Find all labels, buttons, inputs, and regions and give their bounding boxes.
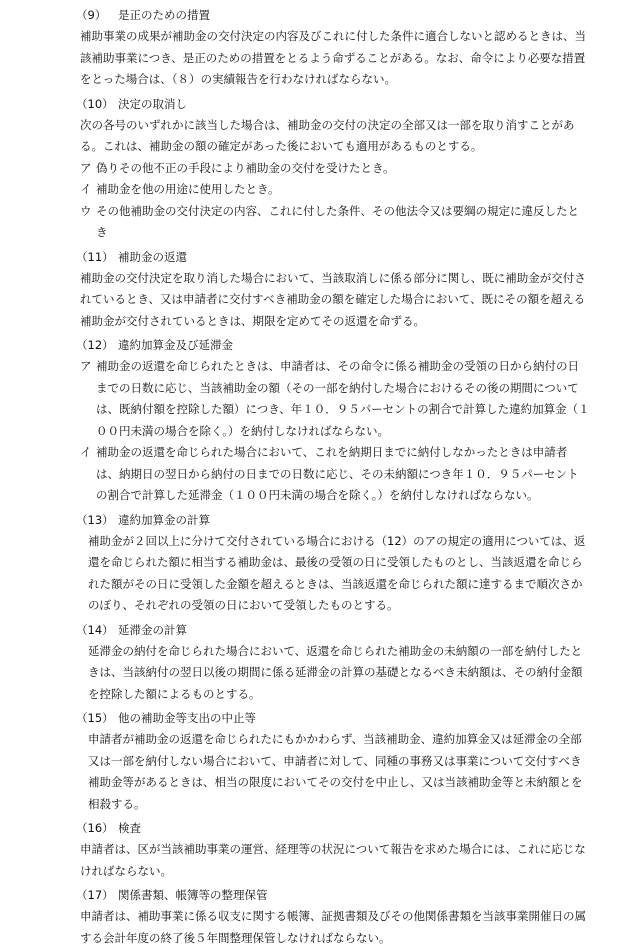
section-number: （14）	[76, 622, 114, 637]
list-marker: ウ	[80, 203, 92, 218]
section-number: （12）	[76, 338, 114, 352]
list-marker: ア	[80, 160, 92, 175]
section-number: （16）	[76, 821, 114, 835]
section-paragraph: 申請者は、区が当該補助事業の運営、経理等の状況について報告を求めた場合には、これに応じなければならない。	[80, 842, 586, 878]
section-title: 検査	[118, 821, 141, 835]
section	[0, 620, 630, 706]
section-heading	[0, 247, 630, 268]
section-heading	[0, 620, 630, 641]
section	[0, 818, 630, 882]
section-paragraph: 申請者は、補助事業に係る収支に関する帳簿、証拠書類及びその他関係書類を当該事業開催日の属する会計年度の終了後５年間整理保管しなければならない。	[80, 909, 586, 945]
list-item	[0, 442, 630, 507]
section	[0, 5, 630, 91]
list-item-text: 補助金を他の用途に使用したとき。	[96, 182, 280, 196]
section-number: （17）	[76, 888, 114, 902]
section-paragraph: 申請者が補助金の返還を命じられたにもかかわらず、当該補助金、違約加算金又は延滞金の全部又は一部を納付しない場合において、申請者に対して、同種の事務又は事業について交付すべき補助金等があるときは、相当の限度においてその交付を中止し、又は当該補助金等と未納額とを相殺する。	[88, 732, 583, 811]
section-paragraph: 補助事業の成果が補助金の交付決定の内容及びこれに付した条件に適合しないと認めるときは、当該補助事業につき、是正のための措置をとるよう命ずることがある。なお、命令により必要な措置をとった場合は、（８）の実績報告を行わなければならない。	[80, 29, 586, 86]
list-item	[0, 356, 630, 442]
section-title: 是正のための措置	[118, 8, 210, 22]
section	[0, 885, 630, 949]
section	[0, 247, 630, 333]
section-title: 違約加算金の計算	[118, 512, 210, 527]
section-paragraph: 次の各号のいずれかに該当した場合は、補助金の交付の決定の全部又は一部を取り消すことがある。これは、補助金の額の確定があった後においても適用があるものとする。	[80, 117, 575, 153]
section-number: （10）	[76, 96, 114, 111]
section-title: 補助金の返還	[118, 249, 187, 264]
section-title: 延滞金の計算	[118, 622, 187, 637]
list-item	[0, 158, 630, 180]
section-number: （11）	[76, 249, 114, 264]
section-title: 違約加算金及び延滞金	[118, 338, 233, 352]
list-marker: イ	[80, 445, 92, 459]
list-item-text: その他補助金の交付決定の内容、これに付した条件、その他法令又は要綱の規定に違反したとき	[96, 203, 579, 239]
section-paragraph: 補助金の交付決定を取り消した場合において、当該取消しに係る部分に関し、既に補助金が交付されているとき、又は申請者に交付すべき補助金の額を確定した場合において、既にその額を超える補助金が交付されているときは、期限を定めてその返還を命ずる。	[80, 270, 586, 328]
section-number: （15）	[76, 711, 114, 725]
section	[0, 94, 630, 244]
list-item	[0, 179, 630, 201]
list-item	[0, 201, 630, 244]
section	[0, 335, 630, 507]
list-item-text: 補助金の返還を命じられた場合において、これを納期日までに納付しなかったときは申請者は、納期日の翌日から納付の日までの日数に応じ、その未納額につき年１０．９５パーセントの割合で計算した延滞金（１００円未満の場合を除く。）を納付しなければならない。	[96, 445, 579, 502]
list-item-text: 偽りその他不正の手段により補助金の交付を受けたとき。	[96, 160, 395, 175]
section-heading	[0, 708, 630, 729]
section-title: 決定の取消し	[118, 96, 187, 111]
section-number: （13）	[76, 512, 114, 527]
section-heading	[0, 94, 630, 115]
section-title: 関係書類、帳簿等の整理保管	[118, 888, 268, 902]
section-paragraph: 延滞金の納付を命じられた場合において、返還を命じられた補助金の未納額の一部を納付したときは、当該納付の翌日以後の期間に係る延滞金の計算の基礎となるべき未納額は、その納付金額を控除した額によるものとする。	[88, 643, 583, 701]
section-paragraph: 補助金が２回以上に分けて交付されている場合における（12）のアの規定の適用については、返還を命じられた額に相当する補助金は、最後の受領の日に受領したものとし、当該返還を命じられた額がその日に受領した金額を超えるときは、当該返還を命じられた額に達するまで順次さかのぼり、それぞれの受領の日において受領したものとする。	[88, 533, 586, 612]
section-heading	[0, 335, 630, 356]
section	[0, 708, 630, 815]
section-heading	[0, 510, 630, 531]
section	[0, 510, 630, 617]
section-heading	[0, 5, 630, 26]
section-number: （9）	[76, 8, 107, 22]
section-heading	[0, 818, 630, 839]
list-marker: イ	[80, 182, 92, 196]
section-title: 他の補助金等支出の中止等	[118, 711, 256, 725]
list-item-text: 補助金の返還を命じられたときは、申請者は、その命令に係る補助金の受領の日から納付の日までの日数に応じ、当該補助金の額（その一部を納付した場合におけるその後の期間については、既納付額を控除した額）につき、年１０．９５パーセントの割合で計算した違約加算金（１００円未満の場合を除く。）を納付しなければならない。	[96, 359, 590, 438]
list-marker: ア	[80, 359, 92, 373]
